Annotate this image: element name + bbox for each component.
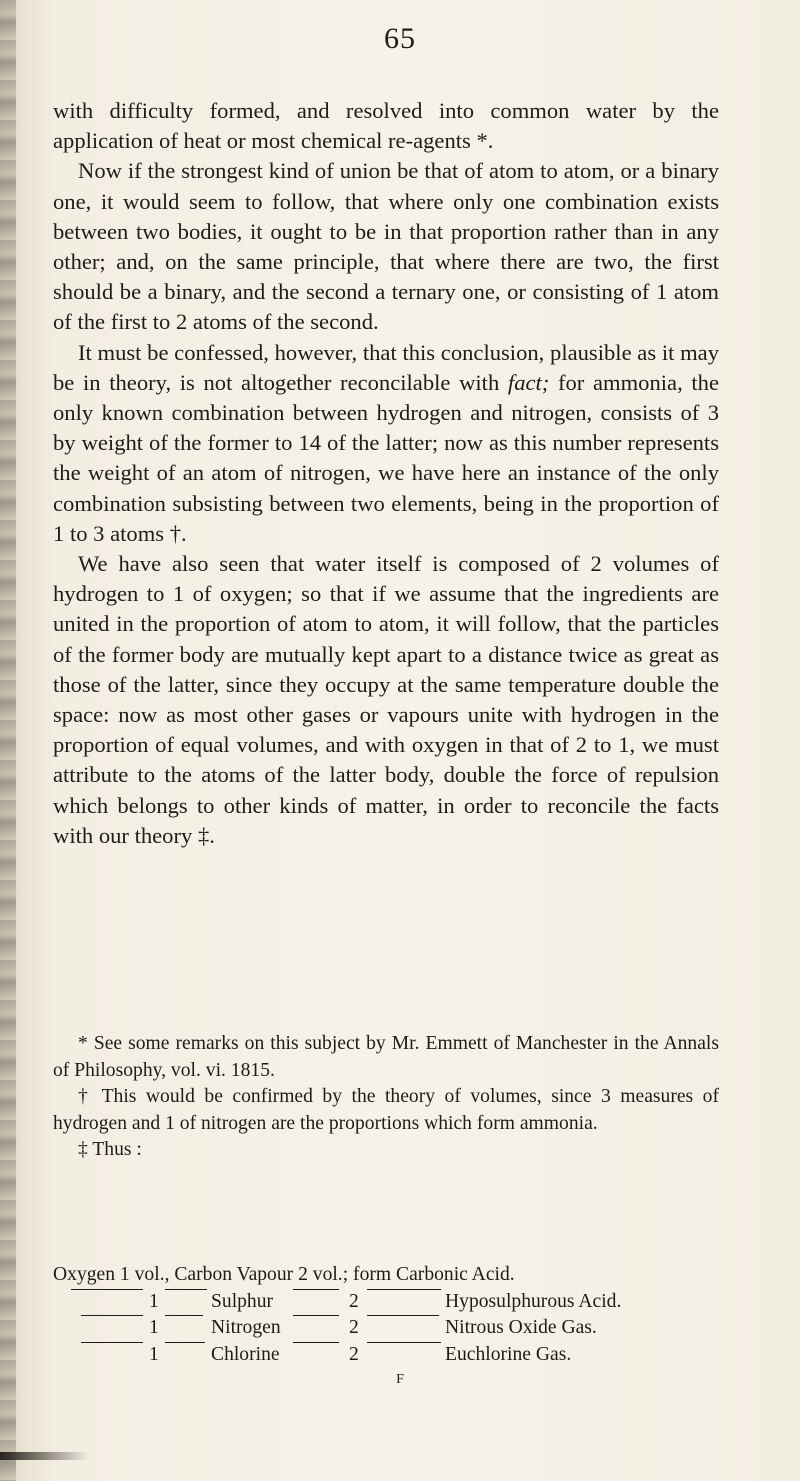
table-cell-vol: 1 (149, 1317, 159, 1338)
footnote-3: ‡ Thus : (78, 1139, 142, 1160)
ditto-dash (165, 1342, 205, 1343)
body-text (53, 96, 719, 851)
ditto-dash (71, 1289, 143, 1290)
footnote-2: † This would be confirmed by the theory of volumes, since 3 measures of hydrogen and 1 of nitrogen are the proportions which form ammonia. (53, 1086, 719, 1134)
ditto-dash (165, 1315, 203, 1316)
page-edge-shadow (0, 1452, 90, 1460)
signature-mark: F (396, 1372, 404, 1387)
page-number: 65 (384, 22, 416, 55)
combination-table (53, 1262, 719, 1368)
ditto-dash (367, 1289, 441, 1290)
binding-gutter (0, 0, 16, 1481)
ditto-dash (367, 1315, 439, 1316)
ditto-dash (81, 1342, 143, 1343)
ditto-dash (367, 1342, 441, 1343)
ditto-dash (293, 1315, 339, 1316)
table-row (53, 1289, 719, 1316)
table-row (53, 1315, 719, 1342)
table-cell-vol: 2 (349, 1343, 359, 1365)
table-row (53, 1342, 719, 1369)
paragraph-4: We have also seen that water itself is composed of 2 volumes of hydrogen to 1 of oxygen; so that if we assume that the ingredients are united in the proportion of atom to atom, it will follow, that the particles of the former body are mutually kept apart to a distance twice as great as those of the latter, since they occupy at the same temperature double the space: now as most other gases or vapours unite with hydrogen in the proportion of equal volumes, and with oxygen in that of 2 to 1, we must attribute to the atoms of the latter body, double the force of repulsion which belongs to other kinds of matter, in order to reconcile the facts with our theory ‡. (53, 551, 719, 848)
footnotes (53, 1031, 719, 1164)
table-cell-result: Nitrous Oxide Gas. (445, 1317, 597, 1338)
table-cell-element: Sulphur (211, 1290, 274, 1312)
ditto-dash (293, 1289, 339, 1290)
paragraph-3-italic: fact; (507, 369, 550, 395)
table-cell-element: Nitrogen (211, 1317, 281, 1338)
paragraph-3-text-a: It must be confessed, however, that this conclusion, plausible as it may be in theory, is not altogether reconcilable with (53, 339, 719, 395)
paragraph-2: Now if the strongest kind of union be that of atom to atom, or a binary one, it would seem to follow, that where only one combination exists between two bodies, it ought to be in that proportion rather than in any other; and, on the same principle, that where there are two, the first should be a binary, and the second a ternary one, or consisting of 1 atom of the first to 2 atoms of the second. (53, 158, 719, 335)
paragraph-3-text-b: for ammonia, the only known combination between hydrogen and nitrogen, consists of 3 by weight of the former to 14 of the latter; now as this number represents the weight of an atom of nitrogen, we have here an instance of the only combination subsisting between two elements, being in the proportion of 1 to 3 atoms †. (53, 369, 719, 546)
paragraph-1: with difficulty formed, and resolved into common water by the application of heat or most chemical re-agents *. (53, 98, 719, 154)
footnote-1: * See some remarks on this subject by Mr. Emmett of Manchester in the Annals of Philosophy, vol. vi. 1815. (53, 1033, 719, 1081)
table-row-text: Oxygen 1 vol., Carbon Vapour 2 vol.; form Carbonic Acid. (53, 1264, 515, 1285)
table-cell-result: Euchlorine Gas. (445, 1343, 572, 1365)
table-cell-vol: 1 (149, 1343, 159, 1365)
table-cell-vol: 1 (149, 1290, 159, 1312)
table-cell-element: Chlorine (211, 1343, 280, 1365)
table-row (53, 1262, 719, 1289)
ditto-dash (81, 1315, 143, 1316)
table-cell-vol: 2 (349, 1290, 359, 1312)
ditto-dash (165, 1289, 207, 1290)
table-cell-vol: 2 (349, 1317, 359, 1338)
ditto-dash (293, 1342, 339, 1343)
paragraph-3 (53, 338, 719, 549)
table-cell-result: Hyposulphurous Acid. (445, 1290, 622, 1312)
